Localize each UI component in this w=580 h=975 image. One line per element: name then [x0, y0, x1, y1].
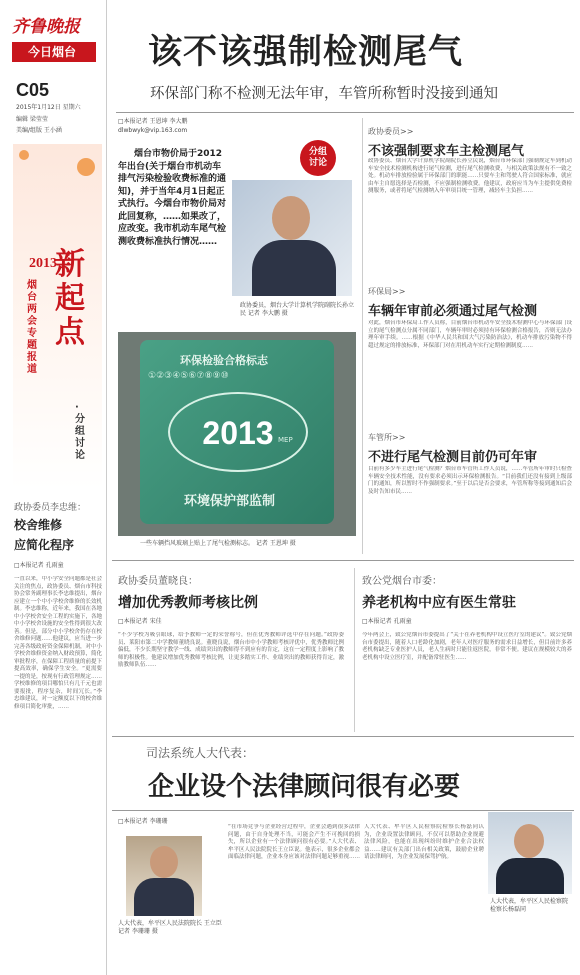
sidebar-headline-2: 应简化程序 [14, 538, 75, 552]
legal-byline: □本报记者 李珊珊 [118, 818, 168, 825]
suit-shape [252, 240, 336, 296]
page-number: C05 [16, 80, 50, 100]
column-divider [362, 118, 363, 554]
col2-kicker: 环保局>> [368, 287, 406, 296]
suit-shape [496, 858, 564, 894]
lead-byline: □本报记者 王恩坤 李大鹏 [118, 118, 188, 125]
portrait-photo-yang-leitong [488, 812, 572, 894]
sticker-title: 环保检验合格标志 [180, 354, 268, 367]
teacher-body: “不少学校为吸引眼球，给予教师一定的荣誉称号，但在优秀教师评选中存在问题。”政协委员、莱阳市第二中学教师董晓良说。董晓良说，烟台市中小学教师考核评优中，优秀教师比例偏低，不少长期坚守教学一线、成绩突出的教师得不到应有的肯定，这在一定程度上影响了教师的积极性。他建议增加优秀教师考核比例，让更多踏实工作、业绩突出的教师获得肯定，激励教师队伍…… [118, 632, 344, 668]
sticker-photo [118, 332, 356, 536]
col1-kicker: 政协委员>> [368, 127, 414, 136]
col2-title: 车辆年审前必须通过尾气检测 [368, 304, 538, 319]
face-shape [272, 196, 310, 240]
legal-kicker: 司法系统人大代表： [146, 746, 255, 760]
legal-rule [112, 810, 574, 811]
mep-mark: MEP [278, 436, 293, 444]
sidebar-kicker: 政协委员李忠维： [14, 503, 87, 513]
lead-email: dlwbwyk@vip.163.com [118, 127, 188, 134]
portrait-caption: 政协委员，烟台大学计算机学院副院长孙立民 记者 李大鹏 摄 [240, 302, 355, 317]
face-shape [150, 846, 178, 878]
issue-date: 2015年1月12日 星期六 [16, 104, 81, 111]
banner-year: 2013 [29, 256, 57, 271]
column-divider [106, 0, 107, 975]
column-divider [354, 568, 355, 732]
legal-title: 企业设个法律顾问很有必要 [148, 772, 461, 802]
main-subtitle: 环保部门称不检测无法年审，车管所称暂时没接到通知 [150, 86, 498, 102]
col3-kicker: 车管所>> [368, 433, 406, 442]
teacher-kicker: 政协委员董晓良： [118, 576, 198, 587]
elder-title: 养老机构中应有医生常驻 [362, 595, 516, 611]
badge-line-1: 分组 [308, 147, 327, 157]
lantern-icon [77, 158, 95, 176]
sidebar-byline: □本报记者 孔雨童 [14, 562, 64, 569]
sticker-caption: 一些车辆挡风玻璃上贴上了尾气检测标志。 记者 王恩坤 摄 [140, 540, 296, 547]
editor-credit: 编辑 梁莹莹 [16, 116, 48, 123]
emission-sticker [140, 340, 334, 524]
banner-title: 新起点 [55, 247, 85, 350]
teacher-byline: □本报记者 宋佳 [118, 618, 162, 625]
elder-body: 今年两会上，致公党烟台市委提出了“关于在养老机构中设立医疗室的建议”。致公党烟台市委提出，随着人口老龄化加剧，老年人对医疗服务的需求日益增长，但目前许多养老机构缺乏专业医护人员，老人生病时只能往返医院，非常不便。建议在规模较大的养老机构中设立医疗室，并配备常驻医生…… [362, 632, 572, 661]
banner-subtitle: 烟台两会专题报道 [27, 280, 37, 375]
legal-caption-right: 人大代表，牟平区人民检察院检察长杨磊同 [490, 898, 569, 913]
col3-title: 不进行尾气检测目前仍可年审 [368, 450, 538, 465]
legal-body-2: 人大代表、牟平区人民检察院检察长杨磊同认为，企业设置法律顾问，不仅可以帮助企业规避法律风险，也能在出现纠纷时维护企业合法权益……建议有关部门出台相关政策，鼓励企业聘请法律顾问，为企业发展保驾护航。 [364, 824, 484, 860]
section-rule [112, 736, 574, 737]
headline-rule [116, 112, 574, 113]
elder-byline: □本报记者 孔雨童 [362, 618, 412, 625]
special-report-banner [13, 144, 102, 489]
teacher-title: 增加优秀教师考核比例 [118, 595, 258, 611]
section-rule [112, 560, 574, 561]
legal-body-1: “在市场竞争与企业经营过程中，企业会遇到很多法律问题，由于自身处理不当，可能会产生不可挽回的损失，所以企业有一个法律顾问很有必要。”人大代表、牟平区人民法院院长王立臣说。他表示，很多企业都会面临法律问题，企业本身应该对法律问题足够重视…… [228, 824, 360, 860]
col3-body: 目前有多少车主进行尾气检测？烟台市车管所工作人员说，……车管所年审时只检查车辆安全技术性能，没有要求必须出示环保检测报告。“目前我们还没有接到上级部门的通知，所以暂时不作强制要求。”至于以后是否会要求，车管所称等接到通知后会及时告知市民…… [368, 466, 572, 495]
suit-shape [134, 878, 194, 916]
sticker-footer: 环境保护部监制 [184, 494, 276, 509]
sidebar-headline-1: 校舍维修 [14, 518, 63, 532]
portrait-photo-sun-limin [232, 180, 352, 296]
designer-credit: 美编/组版 王小涵 [16, 127, 62, 134]
face-shape [514, 824, 544, 858]
portrait-photo-wang-lichen [126, 836, 202, 916]
main-headline: 该不该强制检测尾气 [148, 32, 463, 72]
col2-body: 对此，烟台市环保局工作人员称，目前烟台市机动车安全技术检测中心与环保部门设立的尾气检测点分属不同部门，车辆年审时必须持有环保检测合格报告，否则无法办理年审手续。……根据《中华人民共和国大气污染防治法》，机动车排放污染物不得超过规定的排放标准，环保部门对在用机动车实行定期检测制度…… [368, 320, 572, 349]
section-tag: 今日烟台 [12, 42, 96, 62]
col1-title: 不该强制要求车主检测尾气 [368, 144, 525, 159]
sticker-year: 2013 [168, 392, 308, 472]
month-numbers: ①②③④⑤⑥⑦⑧⑨⑩ [148, 371, 229, 381]
newspaper-logo: 齐鲁晚报 [12, 17, 80, 37]
elder-kicker: 致公党烟台市委： [362, 576, 442, 587]
group-discussion-badge [300, 140, 336, 176]
sidebar-body: 一直以来，中小学安全问题都是社会关注的焦点，政协委员、烟台市科技协会常务副理事长李忠维提出，烟台应建立一个中小学校舍维修的长效机制。李忠维称，近年来，我国在各地中小学校舍安全工程的实施下，各地中小学校舍设施的安全性得到很大改善。但是，部分中小学校舍仍存在校舍维修问题……他建议，应当进一步完善各级政府资金保障机制，对中小学校舍维修资金纳入财政预算，简化审批程序，在保障工程质量的前提下提高效率，确保学生安全。“更需要一提的是，按现有行政管理规定……学校维修的项目哪怕只有几千元也需要报批，程序复杂，时间冗长。”李忠维建议，对一定额度以下的校舍维修项目简化审批，…… [14, 576, 102, 710]
banner-tag: ·分组讨论 [75, 402, 85, 461]
legal-caption-left: 人大代表，牟平区人民法院院长 王立臣 记者 李珊珊 摄 [118, 920, 222, 935]
col1-body: 政协委员、烟台大学计算机学院副院长孙立民说，烟台市环保部门强制规定车到机动车安全技术检测机构进行尾气检测，进行尾气检测收费，与相关政策法规有不一致之处。机动车排放检验属于环保部门的职能……只要车主和驾驶人符合国家标准，就应由车主自愿选择是否检测，不应强制检测收费。他建议，政府应当为车主提供免费检测服务，或者将尾气检测纳入年审项目统一管理，减轻车主负担…… [368, 158, 572, 194]
lantern-icon [19, 150, 29, 160]
badge-line-2: 讨论 [308, 158, 327, 168]
lead-body: 烟台市物价局于2012年出台(关于烟台市机动车排气污染检验收费标准的通知)，并于当年4月1日起正式执行。今烟台市物价局对此回复称，……如果改了，应改变。我市机动车尾气检测收费标准执行情况…… [118, 149, 226, 247]
